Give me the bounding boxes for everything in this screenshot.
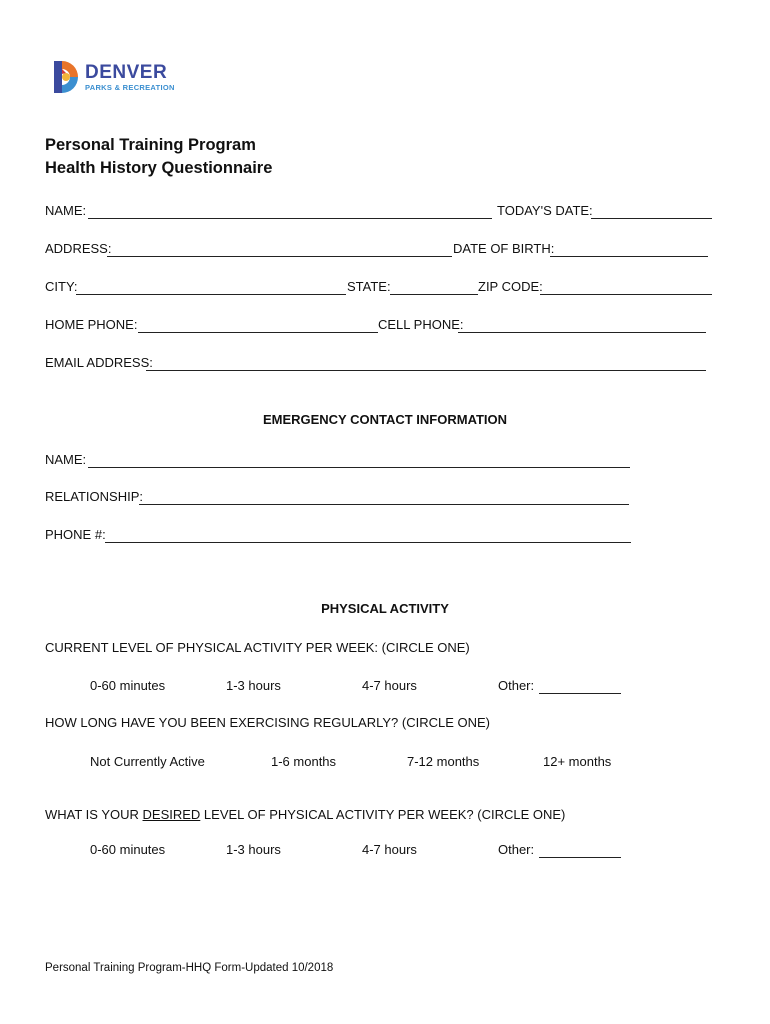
desired-q-emphasis: DESIRED: [142, 807, 201, 822]
duration-option-0[interactable]: Not Currently Active: [90, 754, 205, 769]
form-title-line2: Health History Questionnaire: [45, 159, 273, 177]
current-other-field[interactable]: [539, 693, 621, 694]
name-label: NAME:: [45, 203, 87, 218]
current-option-other[interactable]: Other:: [498, 678, 535, 693]
city-field[interactable]: [76, 294, 346, 295]
dob-label: DATE OF BIRTH:: [453, 241, 555, 256]
zip-field[interactable]: [540, 294, 712, 295]
duration-option-1[interactable]: 1-6 months: [271, 754, 337, 769]
desired-q-suffix: LEVEL OF PHYSICAL ACTIVITY PER WEEK? (CIRCLE ONE): [200, 807, 566, 822]
denver-d-logo-icon: [52, 60, 80, 94]
logo-name: DENVER: [85, 62, 168, 83]
emergency-phone-label: PHONE #:: [45, 527, 106, 542]
denver-logo: [52, 60, 192, 96]
desired-option-1[interactable]: 1-3 hours: [226, 842, 281, 857]
home-phone-label: HOME PHONE:: [45, 317, 138, 332]
relationship-label: RELATIONSHIP:: [45, 489, 144, 504]
home-phone-field[interactable]: [138, 332, 378, 333]
physical-activity-heading: PHYSICAL ACTIVITY: [321, 601, 449, 616]
state-field[interactable]: [390, 294, 478, 295]
emergency-name-field[interactable]: [88, 467, 630, 468]
todays-date-field[interactable]: [591, 218, 712, 219]
current-activity-question: CURRENT LEVEL OF PHYSICAL ACTIVITY PER WEEK: (CIRCLE ONE): [45, 640, 470, 655]
current-option-0[interactable]: 0-60 minutes: [90, 678, 166, 693]
city-label: CITY:: [45, 279, 78, 294]
desired-option-0[interactable]: 0-60 minutes: [90, 842, 166, 857]
cell-phone-field[interactable]: [458, 332, 706, 333]
logo-subtitle: PARKS & RECREATION: [85, 83, 175, 92]
form-footer: Personal Training Program-HHQ Form-Updated 10/2018: [45, 962, 334, 974]
todays-date-label: TODAY'S DATE:: [497, 203, 593, 218]
emergency-name-label: NAME:: [45, 452, 87, 467]
desired-q-prefix: WHAT IS YOUR: [45, 807, 143, 822]
exercise-duration-question: HOW LONG HAVE YOU BEEN EXERCISING REGULARLY? (CIRCLE ONE): [45, 715, 490, 730]
relationship-field[interactable]: [139, 504, 629, 505]
form-title-line1: Personal Training Program: [45, 136, 256, 154]
email-field[interactable]: [146, 370, 706, 371]
desired-activity-question: [45, 807, 565, 822]
cell-phone-label: CELL PHONE:: [378, 317, 464, 332]
current-option-1[interactable]: 1-3 hours: [226, 678, 281, 693]
zip-label: ZIP CODE:: [478, 279, 543, 294]
email-label: EMAIL ADDRESS:: [45, 355, 153, 370]
emergency-phone-field[interactable]: [105, 542, 631, 543]
dob-field[interactable]: [550, 256, 708, 257]
current-option-2[interactable]: 4-7 hours: [362, 678, 417, 693]
desired-option-2[interactable]: 4-7 hours: [362, 842, 417, 857]
state-label: STATE:: [347, 279, 391, 294]
duration-option-3[interactable]: 12+ months: [543, 754, 612, 769]
address-field[interactable]: [107, 256, 452, 257]
address-label: ADDRESS:: [45, 241, 112, 256]
desired-option-other[interactable]: Other:: [498, 842, 535, 857]
duration-option-2[interactable]: 7-12 months: [407, 754, 480, 769]
name-field[interactable]: [88, 218, 492, 219]
desired-other-field[interactable]: [539, 857, 621, 858]
emergency-heading: EMERGENCY CONTACT INFORMATION: [262, 412, 508, 427]
